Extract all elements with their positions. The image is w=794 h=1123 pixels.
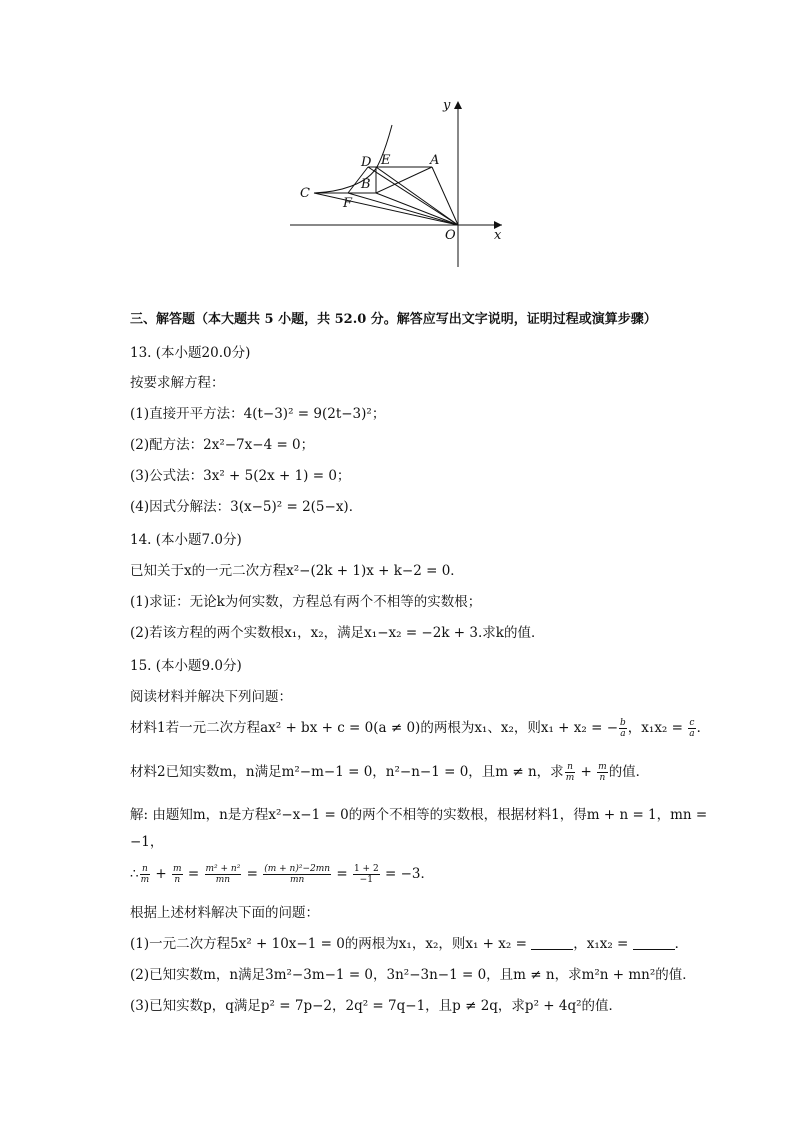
part1-text-c: ．: [674, 936, 689, 952]
plus-sign: +: [151, 866, 172, 882]
frac-den: mn: [289, 875, 305, 885]
geometry-figure: [280, 95, 510, 275]
q15-part1: [130, 934, 688, 954]
fraction-n-over-m: [140, 864, 151, 885]
material1-text-c: ，x₁x₂ =: [627, 720, 688, 736]
segment-FO: [348, 193, 458, 225]
frac-den: m: [140, 875, 150, 885]
frac-den: mn: [215, 875, 231, 885]
frac-den: a: [620, 729, 626, 739]
material2-text-a: 材料2已知实数m，n满足m²−m−1 = 0，n²−n−1 = 0，且m ≠ n，求: [130, 764, 564, 780]
answer-blank-sum[interactable]: [531, 935, 573, 950]
segment-CO: [314, 193, 458, 225]
fraction-sum-squares: [205, 864, 242, 885]
frac-num: b: [620, 718, 626, 728]
segment-BA: [376, 167, 432, 193]
q13-part1: (1)直接开平方法：4(t−3)² = 9(2t−3)²；: [130, 406, 386, 422]
label-y: y: [443, 98, 451, 113]
label-o: O: [445, 228, 456, 243]
q14-header: 14. (本小题7.0分): [130, 532, 242, 548]
frac-den: n: [174, 875, 181, 885]
q15-part2: (2)已知实数m，n满足3m²−3m−1 = 0，3n²−3n−1 = 0，且m ≠ n，求m²n + mn²的值．: [130, 967, 696, 983]
q14-part2: (2)若该方程的两个实数根x₁，x₂，满足x₁−x₂ = −2k + 3.求k的值．: [130, 625, 545, 641]
q15-header: 15. (本小题9.0分): [130, 658, 242, 674]
fraction-numeric: [353, 864, 380, 885]
frac-num: c: [689, 718, 695, 728]
therefore-symbol: ∴: [130, 866, 139, 882]
equals-sign: =: [183, 866, 204, 882]
equals-sign: =: [332, 866, 352, 882]
q15-solution-line2: −1，: [130, 834, 164, 850]
fraction-c-over-a: [688, 718, 695, 739]
frac-num: n: [140, 864, 151, 875]
frac-den: n: [599, 773, 606, 783]
q13-part4: (4)因式分解法：3(x−5)² = 2(5−x)．: [130, 499, 363, 515]
q15-intro: 阅读材料并解决下列问题：: [130, 689, 292, 705]
material1-text-a: 材料1若一元二次方程ax² + bx + c = 0(a ≠ 0)的两根为x₁、x₂，则x₁ + x₂ = −: [130, 720, 619, 736]
frac-den: m: [565, 773, 575, 783]
fraction-m-over-n: [172, 864, 183, 885]
q15-intro2: 根据上述材料解决下面的问题：: [130, 905, 319, 921]
fraction-b-over-a: [619, 718, 627, 739]
coordinate-diagram: [280, 95, 510, 275]
frac-num: 1 + 2: [353, 864, 379, 874]
fraction-n-over-m: [565, 762, 576, 783]
section-title: 三、解答题（本大题共 5 小题，共 52.0 分。解答应写出文字说明，证明过程或演算步骤）: [130, 312, 657, 327]
label-d: D: [361, 155, 372, 170]
label-e: E: [381, 153, 391, 168]
material1-text-e: ．: [696, 720, 711, 736]
frac-num: m: [173, 864, 182, 874]
fraction-expanded: [263, 864, 331, 885]
equals-sign: =: [242, 866, 263, 882]
part1-text-b: ，x₁x₂ =: [573, 936, 633, 952]
frac-den: a: [689, 729, 695, 739]
result: = −3．: [380, 866, 434, 882]
q15-material1: [130, 718, 710, 739]
part1-text-a: (1)一元二次方程5x² + 10x−1 = 0的两根为x₁，x₂，则x₁ + x₂ =: [130, 936, 532, 952]
q14-part1: (1)求证：无论k为何实数，方程总有两个不相等的实数根；: [130, 594, 482, 610]
fraction-m-over-n: [597, 762, 608, 783]
q14-intro: 已知关于x的一元二次方程x²−(2k + 1)x + k−2 = 0．: [130, 563, 464, 579]
q15-material2: [130, 762, 649, 783]
label-c: C: [300, 186, 310, 201]
material2-text-b: 的值．: [608, 764, 650, 780]
q15-solution-line1: 解: 由题知m，n是方程x²−x−1 = 0的两个不相等的实数根，根据材料1，得m + n = 1，mn =: [130, 807, 708, 823]
frac-num: m² + n²: [205, 864, 241, 874]
y-axis-arrow: [454, 101, 462, 109]
q13-part3: (3)公式法：3x² + 5(2x + 1) = 0；: [130, 468, 351, 484]
label-b: B: [361, 177, 371, 192]
answer-blank-product[interactable]: [633, 935, 675, 950]
material2-plus: +: [576, 764, 597, 780]
label-x: x: [494, 228, 502, 243]
frac-num: m: [598, 762, 607, 772]
q13-intro: 按要求解方程：: [130, 375, 225, 391]
q15-solution-line3: [130, 864, 434, 885]
q13-header: 13. (本小题20.0分): [130, 345, 251, 361]
frac-num: (m + n)²−2mn: [264, 864, 331, 874]
label-f: F: [343, 196, 353, 211]
label-a: A: [430, 153, 440, 168]
q13-part2: (2)配方法：2x²−7x−4 = 0；: [130, 437, 315, 453]
frac-num: n: [565, 762, 576, 773]
frac-den: −1: [359, 875, 373, 885]
q15-part3: (3)已知实数p，q满足p² = 7p−2，2q² = 7q−1，且p ≠ 2q，求p² + 4q²的值．: [130, 998, 623, 1014]
